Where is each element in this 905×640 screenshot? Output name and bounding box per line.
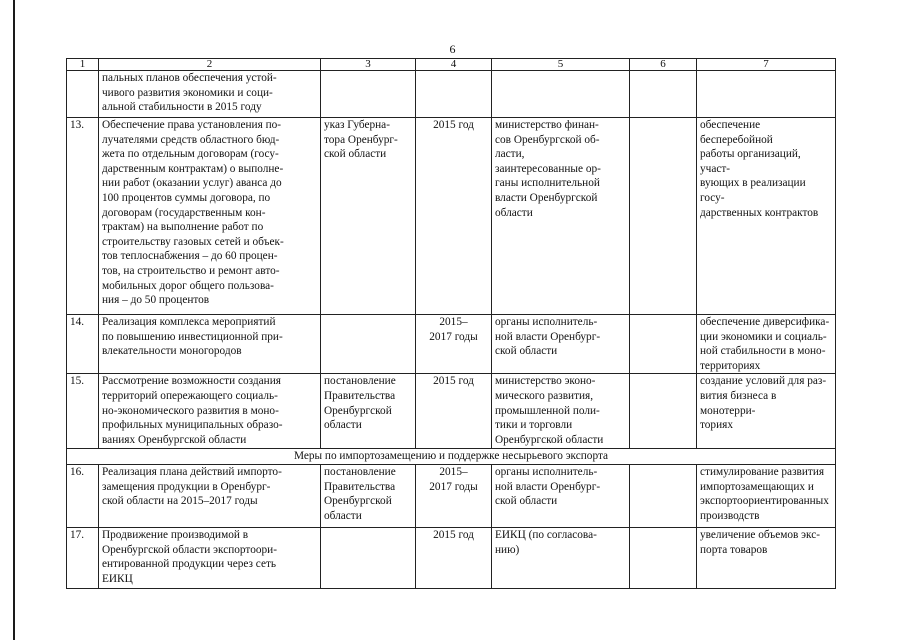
row-number-cell: 17. xyxy=(67,527,99,588)
term-cell: 2015– 2017 годы xyxy=(416,464,492,527)
activity-cell: Рассмотрение возможности создания территорий опережающего социаль- но-экономического развития в моно- профильных муниципальных образо- ваниях Оренбургской области xyxy=(99,374,321,449)
result-cell: обеспечение бесперебойной работы организаций, участ- вующих в реализации госу- дарственных контрактов xyxy=(697,118,836,315)
row-number-cell: 14. xyxy=(67,315,99,374)
table-row-continuation xyxy=(67,71,836,118)
section-heading: Меры по импортозамещению и поддержке несырьевого экспорта xyxy=(67,449,836,465)
executors-cell: органы исполнитель- ной власти Оренбург- ской области xyxy=(492,315,630,374)
row-number-cell: 16. xyxy=(67,464,99,527)
term-cell xyxy=(416,71,492,118)
term-cell: 2015 год xyxy=(416,527,492,588)
table-row xyxy=(67,118,836,315)
document-cell: указ Губерна- тора Оренбург- ской области xyxy=(321,118,416,315)
empty-cell xyxy=(630,374,697,449)
term-cell: 2015 год xyxy=(416,118,492,315)
column-number: 2 xyxy=(99,59,321,71)
section-row xyxy=(67,449,836,465)
term-cell: 2015 год xyxy=(416,374,492,449)
table-row xyxy=(67,464,836,527)
empty-cell xyxy=(630,464,697,527)
document-cell xyxy=(321,527,416,588)
table-row xyxy=(67,527,836,588)
column-number: 4 xyxy=(416,59,492,71)
activity-cell: Реализация плана действий импорто- замещения продукции в Оренбург- ской области на 2015–2017 годы xyxy=(99,464,321,527)
empty-cell xyxy=(630,527,697,588)
executors-cell: органы исполнитель- ной власти Оренбург- ской области xyxy=(492,464,630,527)
column-number: 1 xyxy=(67,59,99,71)
document-cell: постановление Правительства Оренбургской области xyxy=(321,464,416,527)
document-cell xyxy=(321,71,416,118)
result-cell: стимулирование развития импортозамещающих и экспортоориентированных производств xyxy=(697,464,836,527)
executors-cell: министерство финан- сов Оренбургской об- ласти, заинтересованные ор- ганы исполнительной власти Оренбургской области xyxy=(492,118,630,315)
document-cell: постановление Правительства Оренбургской области xyxy=(321,374,416,449)
column-number: 7 xyxy=(697,59,836,71)
column-number-row xyxy=(67,59,836,71)
activity-cell: пальных планов обеспечения устой- чивого развития экономики и соци- альной стабильности в 2015 году xyxy=(99,71,321,118)
table-row xyxy=(67,374,836,449)
result-cell: увеличение объемов экс- порта товаров xyxy=(697,527,836,588)
result-cell xyxy=(697,71,836,118)
column-number: 5 xyxy=(492,59,630,71)
executors-cell: министерство эконо- мического развития, промышленной поли- тики и торговли Оренбургской области xyxy=(492,374,630,449)
action-plan-table xyxy=(66,58,836,589)
page-number: 6 xyxy=(449,42,456,56)
executors-cell: ЕИКЦ (по согласова- нию) xyxy=(492,527,630,588)
empty-cell xyxy=(630,118,697,315)
column-number: 6 xyxy=(630,59,697,71)
row-number-cell: 15. xyxy=(67,374,99,449)
executors-cell xyxy=(492,71,630,118)
row-number-cell: 13. xyxy=(67,118,99,315)
activity-cell: Обеспечение права установления по- лучателями средств областного бюд- жета по отдельным договорам (госу- дарственным контрактам) о выполне- нии работ (оказании услуг) аванса до 100 процентов суммы договора, по договорам (государственным кон- трактам) на выполнение работ по строительству газовых сетей и объек- тов теплоснабжения – до 60 процен- тов, на строительство и ремонт авто- мобильных дорог общего пользова- ния – до 50 процентов xyxy=(99,118,321,315)
term-cell: 2015– 2017 годы xyxy=(416,315,492,374)
empty-cell xyxy=(630,315,697,374)
document-cell xyxy=(321,315,416,374)
result-cell: обеспечение диверсифика- ции экономики и социаль- ной стабильности в моно- территориях xyxy=(697,315,836,374)
result-cell: создание условий для раз- вития бизнеса в монотерри- ториях xyxy=(697,374,836,449)
binding-edge-line xyxy=(13,0,15,640)
table-row xyxy=(67,315,836,374)
row-number-cell xyxy=(67,71,99,118)
column-number: 3 xyxy=(321,59,416,71)
empty-cell xyxy=(630,71,697,118)
activity-cell: Продвижение производимой в Оренбургской области экспортоори- ентированной продукции через сеть ЕИКЦ xyxy=(99,527,321,588)
activity-cell: Реализация комплекса мероприятий по повышению инвестиционной при- влекательности моногородов xyxy=(99,315,321,374)
